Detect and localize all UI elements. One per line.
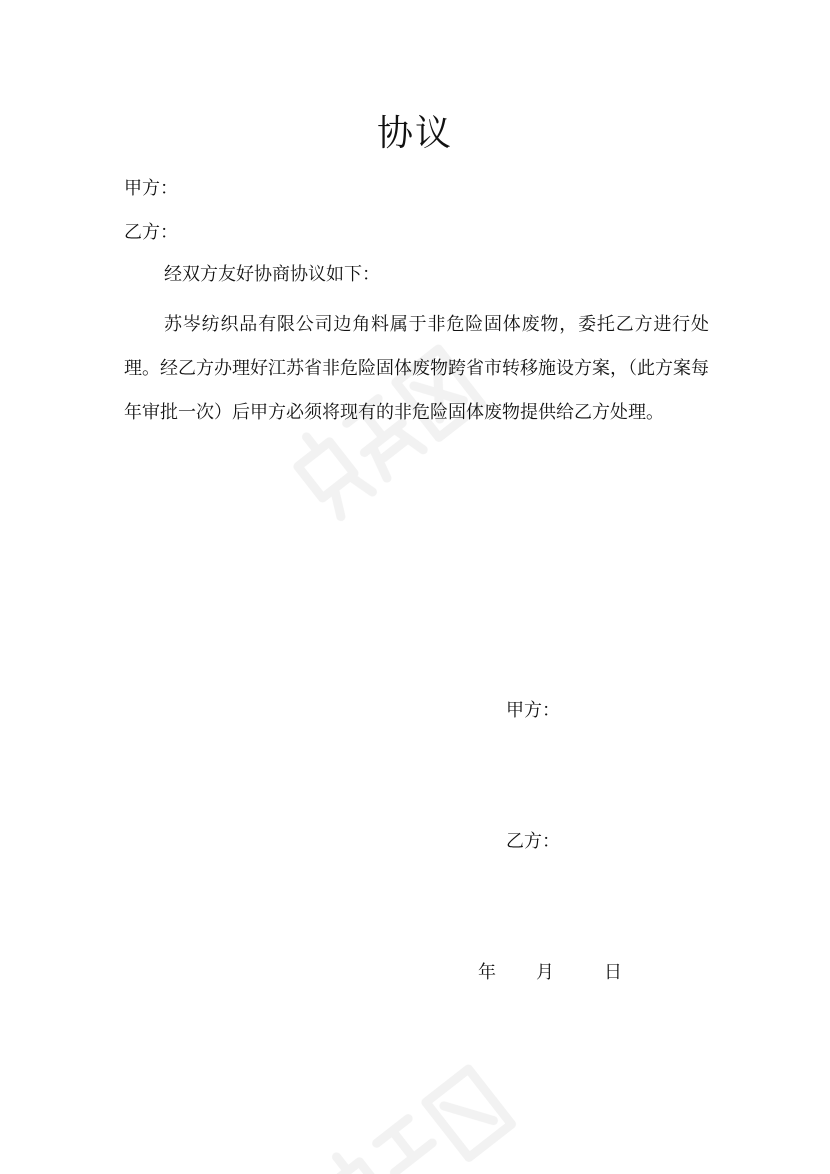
date-year-label: 年 (478, 962, 496, 983)
signature-date-line (478, 960, 648, 986)
party-a-label: 甲方： (124, 178, 178, 199)
signature-party-b-label: 乙方： (506, 831, 560, 852)
signature-party-a-label: 甲方： (506, 700, 560, 721)
date-day-label: 日 (604, 962, 622, 983)
watermark-mark-lower (317, 1060, 512, 1174)
date-month-label: 月 (536, 962, 554, 983)
agreement-body-paragraph: 苏岑纺织品有限公司边角料属于非危险固体废物，委托乙方进行处理。经乙方办理好江苏省非危险固体废物跨省市转移施设方案，（此方案每年审批一次）后甲方必须将现有的非危险固体废物提供给乙方处理。 (124, 314, 709, 423)
intro-paragraph: 经双方友好协商协议如下： (164, 264, 380, 285)
party-b-label: 乙方： (124, 222, 178, 243)
document-title: 协议 (376, 113, 453, 154)
